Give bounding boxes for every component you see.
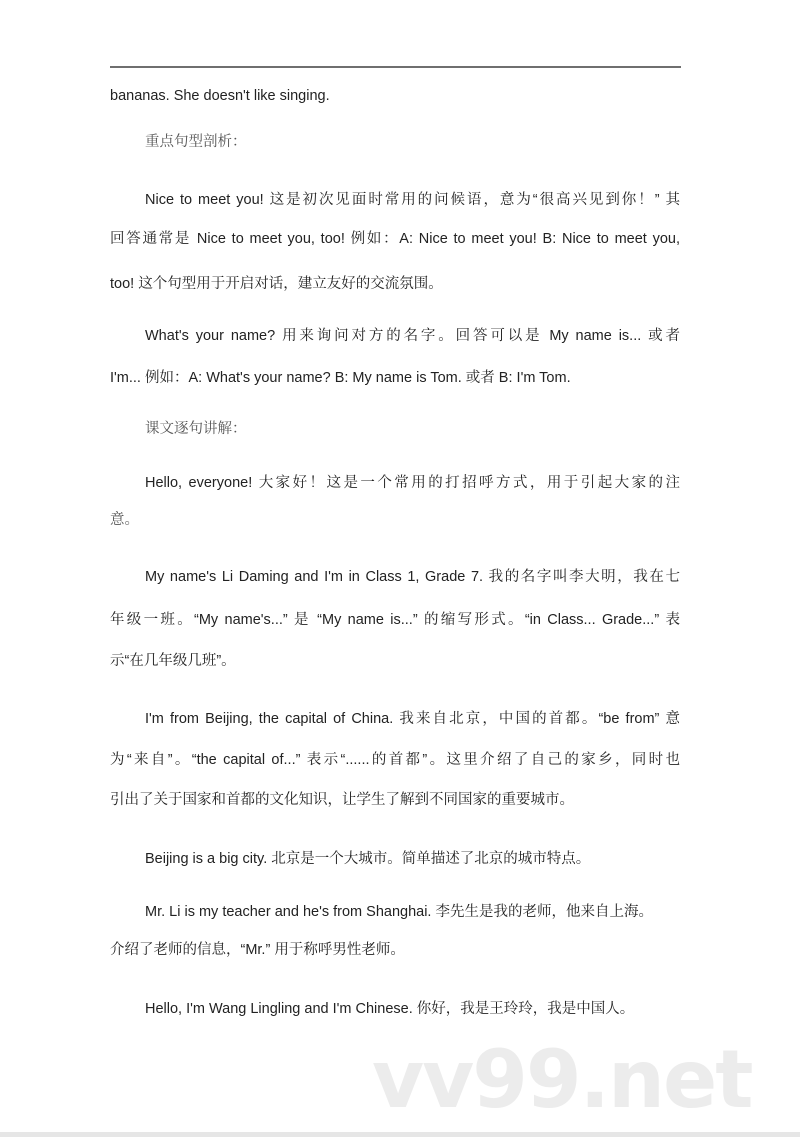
text-line: I'm... 例如：A: What's your name? B: My name is Tom. 或者 B: I'm Tom.	[110, 370, 571, 386]
header-rule	[110, 66, 681, 68]
text-line: Mr. Li is my teacher and he's from Shanghai. 李先生是我的老师，他来自上海。	[145, 904, 653, 920]
text-line: too! 这个句型用于开启对话，建立友好的交流氛围。	[110, 276, 443, 292]
watermark: vv99.net	[372, 1033, 752, 1126]
text-line: My name's Li Daming and I'm in Class 1, Grade 7. 我的名字叫李大明，我在七	[145, 569, 680, 585]
text-line: 介绍了老师的信息，“Mr.” 用于称呼男性老师。	[110, 942, 405, 958]
text-line: Hello, I'm Wang Lingling and I'm Chinese. 你好，我是王玲玲，我是中国人。	[145, 1001, 635, 1017]
text-line: 年级一班。“My name's...” 是 “My name is...” 的缩写形式。“in Class... Grade...” 表	[110, 612, 680, 628]
text-line: Nice to meet you! 这是初次见面时常用的问候语，意为“很高兴见到你！” 其	[145, 192, 680, 208]
text-line: What's your name? 用来询问对方的名字。回答可以是 My name is... 或者	[145, 328, 680, 344]
text-line: 回答通常是 Nice to meet you, too! 例如：A: Nice to meet you! B: Nice to meet you,	[110, 231, 680, 247]
text-line: bananas. She doesn't like singing.	[110, 88, 330, 104]
page-bottom-edge	[0, 1132, 800, 1137]
text-line: Beijing is a big city. 北京是一个大城市。简单描述了北京的城市特点。	[145, 851, 591, 867]
section-heading: 重点句型剖析：	[145, 134, 247, 150]
text-line: 示“在几年级几班”。	[110, 653, 236, 669]
text-line: I'm from Beijing, the capital of China. 我来自北京，中国的首都。“be from” 意	[145, 711, 680, 727]
text-line: Hello, everyone! 大家好！这是一个常用的打招呼方式，用于引起大家的注	[145, 475, 680, 491]
section-heading: 课文逐句讲解：	[145, 421, 247, 437]
text-line: 引出了关于国家和首都的文化知识，让学生了解到不同国家的重要城市。	[110, 792, 574, 808]
text-line: 为“来自”。“the capital of...” 表示“......的首都”。这里介绍了自己的家乡，同时也	[110, 752, 680, 768]
text-line: 意。	[110, 512, 139, 528]
